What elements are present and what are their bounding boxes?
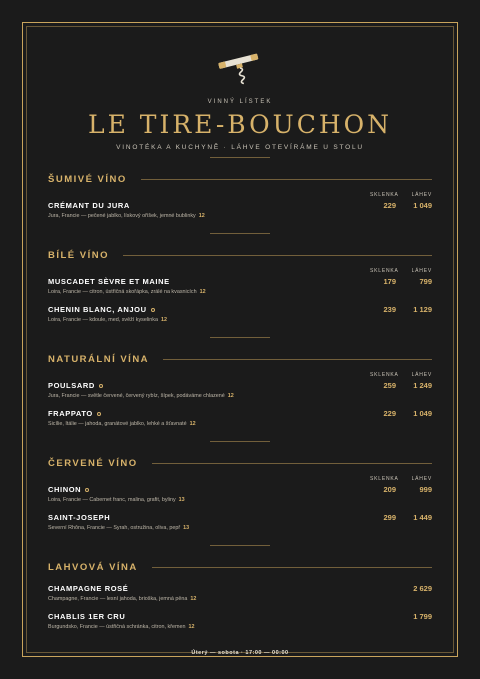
glass-price xyxy=(370,612,396,621)
wine-description: Loira, Francie — Cabernet franc, malina, grafit, byliny xyxy=(48,497,176,503)
bottle-column-label: LÁHEV xyxy=(411,192,432,198)
section-end-divider xyxy=(210,441,270,442)
section-end-divider xyxy=(210,545,270,546)
section-end-divider xyxy=(210,337,270,338)
wine-description-row xyxy=(48,213,432,219)
price-column-headers xyxy=(48,268,432,275)
wine-section xyxy=(48,248,432,338)
wine-item xyxy=(48,584,432,610)
wine-description-row xyxy=(48,497,432,503)
bottle-column-label: LÁHEV xyxy=(411,476,432,482)
bottle-column-label: LÁHEV xyxy=(411,372,432,378)
section-title: LAHVOVÁ VÍNA xyxy=(48,561,138,573)
wine-item xyxy=(48,305,432,331)
wine-sections xyxy=(48,172,432,638)
glass-price: 229 xyxy=(383,409,396,418)
glass-column-label: SKLENKA xyxy=(370,476,399,482)
wine-index: 12 xyxy=(190,596,197,602)
glass-price: 209 xyxy=(383,485,396,494)
wine-description-row xyxy=(48,393,432,399)
wine-description-row xyxy=(48,525,432,531)
wine-index: 13 xyxy=(183,525,190,531)
section-divider xyxy=(123,255,432,256)
glass-price: 239 xyxy=(383,305,396,314)
section-divider xyxy=(141,179,432,180)
natural-wine-dot-icon xyxy=(151,308,155,312)
wine-description: Jura, Francie — světle červené, červený rybíz, šípek, podáváme chlazené xyxy=(48,393,225,399)
wine-description: Loira, Francie — citron, ústřičná skořápka, zrálé na kvasnicích xyxy=(48,289,197,295)
wine-name: CHINON xyxy=(48,485,82,494)
wine-item xyxy=(48,612,432,638)
wine-name: POULSARD xyxy=(48,381,95,390)
wine-item xyxy=(48,277,432,303)
glass-column-label: SKLENKA xyxy=(370,372,399,378)
section-divider xyxy=(152,567,432,568)
wine-index: 12 xyxy=(199,289,206,295)
natural-wine-dot-icon xyxy=(97,412,101,416)
wine-description-row xyxy=(48,289,432,295)
wine-prices xyxy=(370,612,432,621)
bottle-price: 1 129 xyxy=(413,305,432,314)
wine-description-row xyxy=(48,596,432,602)
bottle-column-label: LÁHEV xyxy=(411,268,432,274)
wine-item xyxy=(48,513,432,539)
wine-description: Severní Rhôna, Francie — Syrah, ostružina, oliva, pepř xyxy=(48,525,181,531)
wine-section xyxy=(48,352,432,442)
natural-wine-dot-icon xyxy=(85,488,89,492)
glass-price: 229 xyxy=(383,201,396,210)
wine-description-row xyxy=(48,624,432,630)
wine-section xyxy=(48,172,432,234)
wine-description: Jura, Francie — pečené jablko, lískový oříšek, jemné bublinky xyxy=(48,213,196,219)
wine-name: MUSCADET SÈVRE ET MAINE xyxy=(48,277,170,286)
wine-section xyxy=(48,456,432,546)
glass-column-label: SKLENKA xyxy=(370,268,399,274)
wine-name: CHAMPAGNE ROSÉ xyxy=(48,584,129,593)
wine-prices xyxy=(370,409,432,418)
wine-description-row xyxy=(48,421,432,427)
glass-price: 299 xyxy=(383,513,396,522)
bottle-price: 1 249 xyxy=(413,381,432,390)
section-end-divider xyxy=(210,233,270,234)
wine-index: 12 xyxy=(188,624,195,630)
glass-column-label: SKLENKA xyxy=(370,192,399,198)
bottle-price: 1 799 xyxy=(413,612,432,621)
section-header xyxy=(48,352,432,366)
natural-wine-dot-icon xyxy=(99,384,103,388)
glass-price: 179 xyxy=(383,277,396,286)
menu-eyebrow: VINNÝ LÍSTEK xyxy=(207,99,273,105)
glass-price xyxy=(370,584,396,593)
section-header xyxy=(48,456,432,470)
section-title: BÍLÉ VÍNO xyxy=(48,249,110,261)
wine-name: SAINT-JOSEPH xyxy=(48,513,111,522)
wine-prices xyxy=(370,584,432,593)
wine-index: 12 xyxy=(189,421,196,427)
wine-description: Champagne, Francie — lesní jahoda, brioška, jemná pěna xyxy=(48,596,188,602)
wine-prices xyxy=(370,485,432,494)
wine-section xyxy=(48,560,432,638)
wine-item xyxy=(48,201,432,227)
price-column-headers xyxy=(48,580,432,582)
wine-name: CRÉMANT DU JURA xyxy=(48,201,130,210)
wine-index: 12 xyxy=(198,213,205,219)
wine-name: CHENIN BLANC, ANJOU xyxy=(48,305,147,314)
restaurant-title: LE TIRE-BOUCHON xyxy=(87,110,393,139)
wine-index: 12 xyxy=(160,317,167,323)
wine-name: FRAPPATO xyxy=(48,409,93,418)
wine-item xyxy=(48,381,432,407)
wine-description: Loira, Francie — kdoule, med, svěží kyselinka xyxy=(48,317,158,323)
wine-index: 12 xyxy=(227,393,234,399)
bottle-price: 799 xyxy=(419,277,432,286)
wine-name: CHABLIS 1ER CRU xyxy=(48,612,126,621)
section-title: NATURÁLNÍ VÍNA xyxy=(48,353,150,365)
price-column-headers xyxy=(48,192,432,199)
wine-description: Sicílie, Itálie — jahoda, granátové jablko, lehké a šťavnaté xyxy=(48,421,187,427)
bottle-price: 1 049 xyxy=(413,409,432,418)
wine-prices xyxy=(370,305,432,314)
menu-content xyxy=(48,50,432,656)
wine-prices xyxy=(370,513,432,522)
wine-description: Burgundsko, Francie — ústřičná schránka, citron, křemen xyxy=(48,624,186,630)
bottle-price: 1 449 xyxy=(413,513,432,522)
section-divider xyxy=(163,359,432,360)
wine-item xyxy=(48,485,432,511)
glass-price: 259 xyxy=(383,381,396,390)
section-header xyxy=(48,248,432,262)
wine-description-row xyxy=(48,317,432,323)
section-header xyxy=(48,560,432,574)
wine-prices xyxy=(370,201,432,210)
bottle-price: 1 049 xyxy=(413,201,432,210)
bottle-price: 999 xyxy=(419,485,432,494)
bottle-price: 2 629 xyxy=(413,584,432,593)
wine-index: 13 xyxy=(178,497,185,503)
header-divider xyxy=(210,157,270,158)
price-column-headers xyxy=(48,476,432,483)
wine-item xyxy=(48,409,432,435)
restaurant-tagline: VINOTÉKA A KUCHYNĚ · LÁHVE OTEVÍRÁME U STOLU xyxy=(116,144,364,151)
wine-prices xyxy=(370,381,432,390)
section-header xyxy=(48,172,432,186)
wine-prices xyxy=(370,277,432,286)
section-divider xyxy=(152,463,432,464)
section-title: ŠUMIVÉ VÍNO xyxy=(48,173,127,185)
section-title: ČERVENÉ VÍNO xyxy=(48,457,138,469)
opening-hours: Úterý — sobota · 17:00 — 00:00 xyxy=(191,650,289,656)
corkscrew-icon xyxy=(214,50,266,86)
price-column-headers xyxy=(48,372,432,379)
